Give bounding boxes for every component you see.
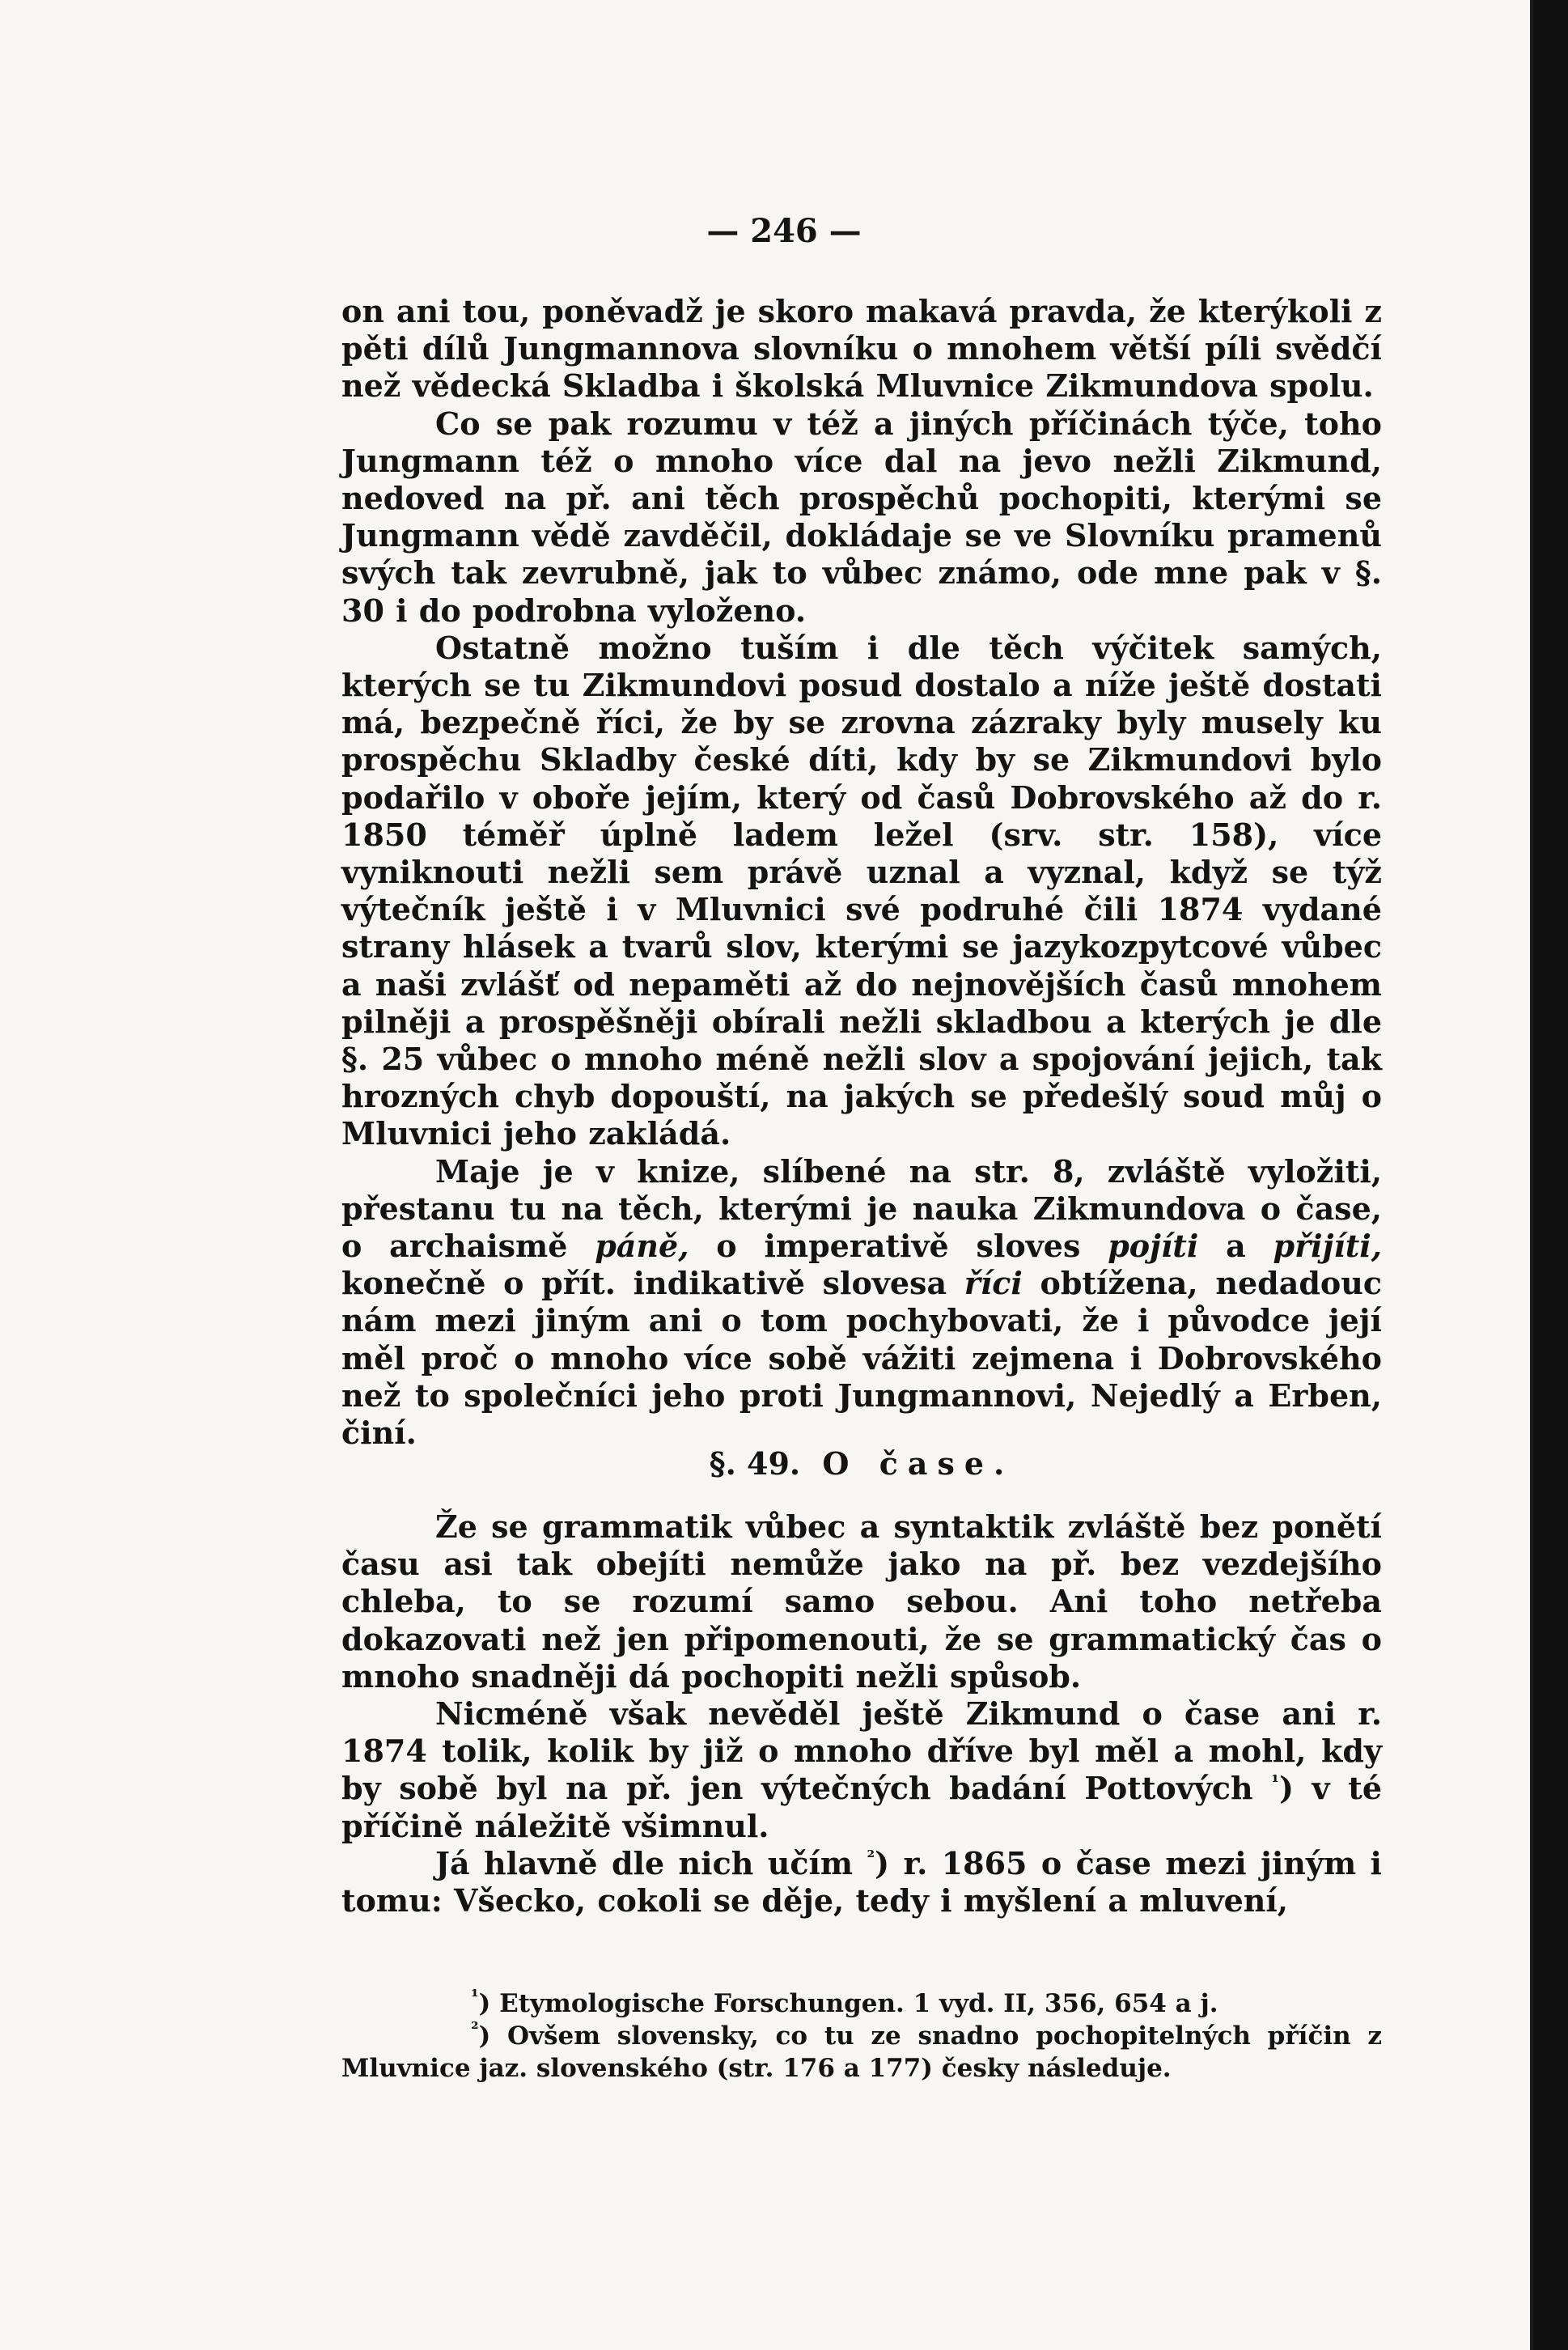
paragraph-4: Maje je v knize, slíbené na str. 8, zvláště vyložiti, přestanu tu na těch, kterými je nauka Zikmundova o čase, o archaismě páně, o imperativě sloves pojíti a přijíti, konečně o přít. indikativě slovesa říci obtížena, nedadouc nám mezi jiným ani o tom pochybovati, že i původce její měl proč o mnoho více sobě vážiti zejmena i Dobrovského než to společníci jeho proti Jungmannovi, Nejedlý a Erben, činí.	[341, 1152, 1383, 1452]
paragraph-3: Ostatně možno tuším i dle těch výčitek samých, kterých se tu Zikmundovi posud dostalo a níže ještě dostati má, bezpečně říci, že by se zrovna zázraky byly musely ku prospěchu Skladby české díti, kdy by se Zikmundovi bylo podařilo v oboře jejím, který od časů Dobrovského až do r. 1850 téměř úplně ladem ležel (srv. str. 158), více vyniknouti nežli sem právě uznal a vyznal, když se týž výtečník ještě i v Mluvnici své podruhé čili 1874 vydané strany hlásek a tvarů slov, kterými se jazykozpytcové vůbec a naši zvlášť od nepaměti až do nejnovějších časů mnohem pilněji a prospěšněji obírali nežli skladbou a kterých je dle §. 25 vůbec o mnoho méně nežli slov a spojování jejich, tak hrozných chyb dopouští, na jakých se předešlý soud můj o Mluvnici jeho zakládá.	[341, 629, 1382, 1152]
footnote-ref-2: ²	[867, 1847, 875, 1869]
section-title: O čase.	[822, 1445, 1015, 1482]
paragraph-1: on ani tou, poněvadž je skoro makavá pravda, že kterýkoli z pěti dílů Jungmannova slovníku o mnohem větší píli svědčí než vědecká Skladba i školská Mluvnice Zikmundova spolu.	[341, 293, 1382, 405]
section-heading	[341, 1445, 1382, 1482]
scan-border	[1533, 0, 1568, 2350]
footnote-ref-1: ¹	[1271, 1771, 1279, 1793]
footnote-1: $^{^1}$) Etymologische Forschungen. 1 vyd. II, 356, 654 a j.	[471, 1986, 1218, 2018]
section-number: §. 49.	[709, 1445, 801, 1482]
paragraph-2: Co se pak rozumu v též a jiných příčinách týče, toho Jungmann též o mnoho více dal na jevo nežli Zikmund, nedoved na př. ani těch prospěchů pochopiti, kterými se Jungmann vědě zavděčil, dokládaje se ve Slovníku pramenů svých tak zevrubně, jak to vůbec známo, ode mne pak v §. 30 i do podrobna vyloženo.	[341, 405, 1382, 629]
body-text-top	[341, 293, 1382, 1452]
body-text-bottom	[341, 1508, 1382, 1919]
footnotes	[341, 1987, 1382, 2085]
page-number: — 246 —	[706, 212, 862, 250]
paragraph-6: Nicméně však nevěděl ještě Zikmund o čase ani r. 1874 tolik, kolik by již o mnoho dříve byl měl a mohl, kdy by sobě byl na př. jen výtečných badání Pottových $^{^1}$) v té příčině náležitě všimnul.	[341, 1695, 1382, 1844]
paragraph-5: Že se grammatik vůbec a syntaktik zvláště bez ponětí času asi tak obejíti nemůže jako na př. bez vezdejšího chleba, to se rozumí samo sebou. Ani toho netřeba dokazovati než jen připomenouti, že se grammatický čas o mnoho snadněji dá pochopiti nežli spůsob.	[341, 1508, 1382, 1695]
paragraph-7: Já hlavně dle nich učím $^{^2}$) r. 1865 o čase mezi jiným i tomu: Všecko, cokoli se děje, tedy i myšlení a mluvení,	[341, 1844, 1382, 1919]
footnote-2: $^{^2}$) Ovšem slovensky, co tu ze snadno pochopitelných příčin z Mluvnice jaz. slovenského (str. 176 a 177) česky následuje.	[341, 2018, 1382, 2083]
